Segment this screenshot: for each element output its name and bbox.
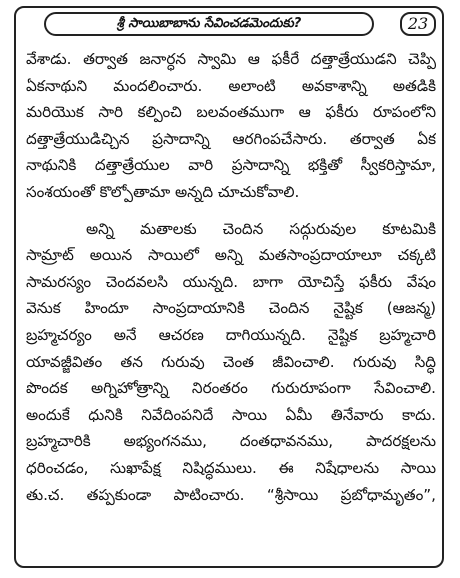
text-line: అందుకే ధునికి నివేదింపనిదే సాయి ఏమీ తినేవారు కాదు. [26, 405, 436, 424]
text-line: పొందక అగ్నిహోత్రాన్ని నిరంతరం గురురూపంగా సేవించాలి. [26, 379, 436, 398]
page-number: 23 [400, 12, 436, 36]
chapter-title: శ్రీ సాయిబాబాను సేవించడమెందుకు? [44, 12, 374, 36]
text-line: వెనుక హిందూ సాంప్రదాయానికి చెందిన నైష్టిక (ఆజన్మ) [26, 299, 436, 318]
text-line: వేశాడు. తర్వాత జనార్ధన స్వామి ఆ ఫకీరే దత్తాత్రేయుడని చెప్పి [26, 50, 436, 68]
text-line: ఏకనాథుని మందలించారు. అలాంటి అవకాశాన్ని అతడికి [26, 76, 436, 95]
text-line: సామరస్యం చెందవలసి యున్నది. బాగా యోచిస్తే ఫకీరు వేషం [26, 272, 436, 291]
text-line: సంశయంతో కొల్పోతామా అన్నది చూచుకోవాలి. [26, 182, 300, 201]
text-line: నాథునికి దత్తాత్రేయుల వారి ప్రసాదాన్ని భక్తితో స్వీకరిస్తామా, [26, 156, 436, 175]
text-line: మరియొక సారి కల్పించి బలవంతముగా ఆ ఫకీరు రూపంలోని [26, 103, 436, 122]
text-line: బ్రహ్మచర్యం అనే ఆచరణ దాగియున్నది. నైష్టిక బ్రహ్మచారి [26, 325, 436, 344]
paragraph-1 [26, 46, 436, 206]
text-line: తు.చ. తప్పకుండా పాటించారు. “శ్రీసాయి ప్రబోధామృతం”, [26, 485, 436, 504]
text-line: అన్ని మతాలకు చెందిన సద్గురువుల కూటమికి [86, 219, 436, 238]
text-line: సామ్రాట్ అయిన సాయిలో అన్ని మతసాంప్రదాయాలూ చక్కటి [26, 246, 436, 265]
page-header [14, 8, 446, 42]
text-line: దత్తాత్రేయుడిచ్చిన ప్రసాదాన్ని ఆరగింపచేసారు. తర్వాత ఏక [26, 129, 436, 148]
text-line: బ్రహ్మచారికి అభ్యంగనము, దంతధావనము, పాదరక్షలను [26, 432, 436, 451]
paragraph-2 [26, 216, 436, 509]
text-line: యావజ్జీవితం తన గురువు చెంత జీవించాలి. గురువు సిద్ధి [26, 352, 436, 371]
body-text [26, 46, 436, 508]
text-line: ధరించడం, సుఖాపేక్ష నిషిద్ధములు. ఈ నిషేధాలను సాయి [26, 458, 436, 477]
